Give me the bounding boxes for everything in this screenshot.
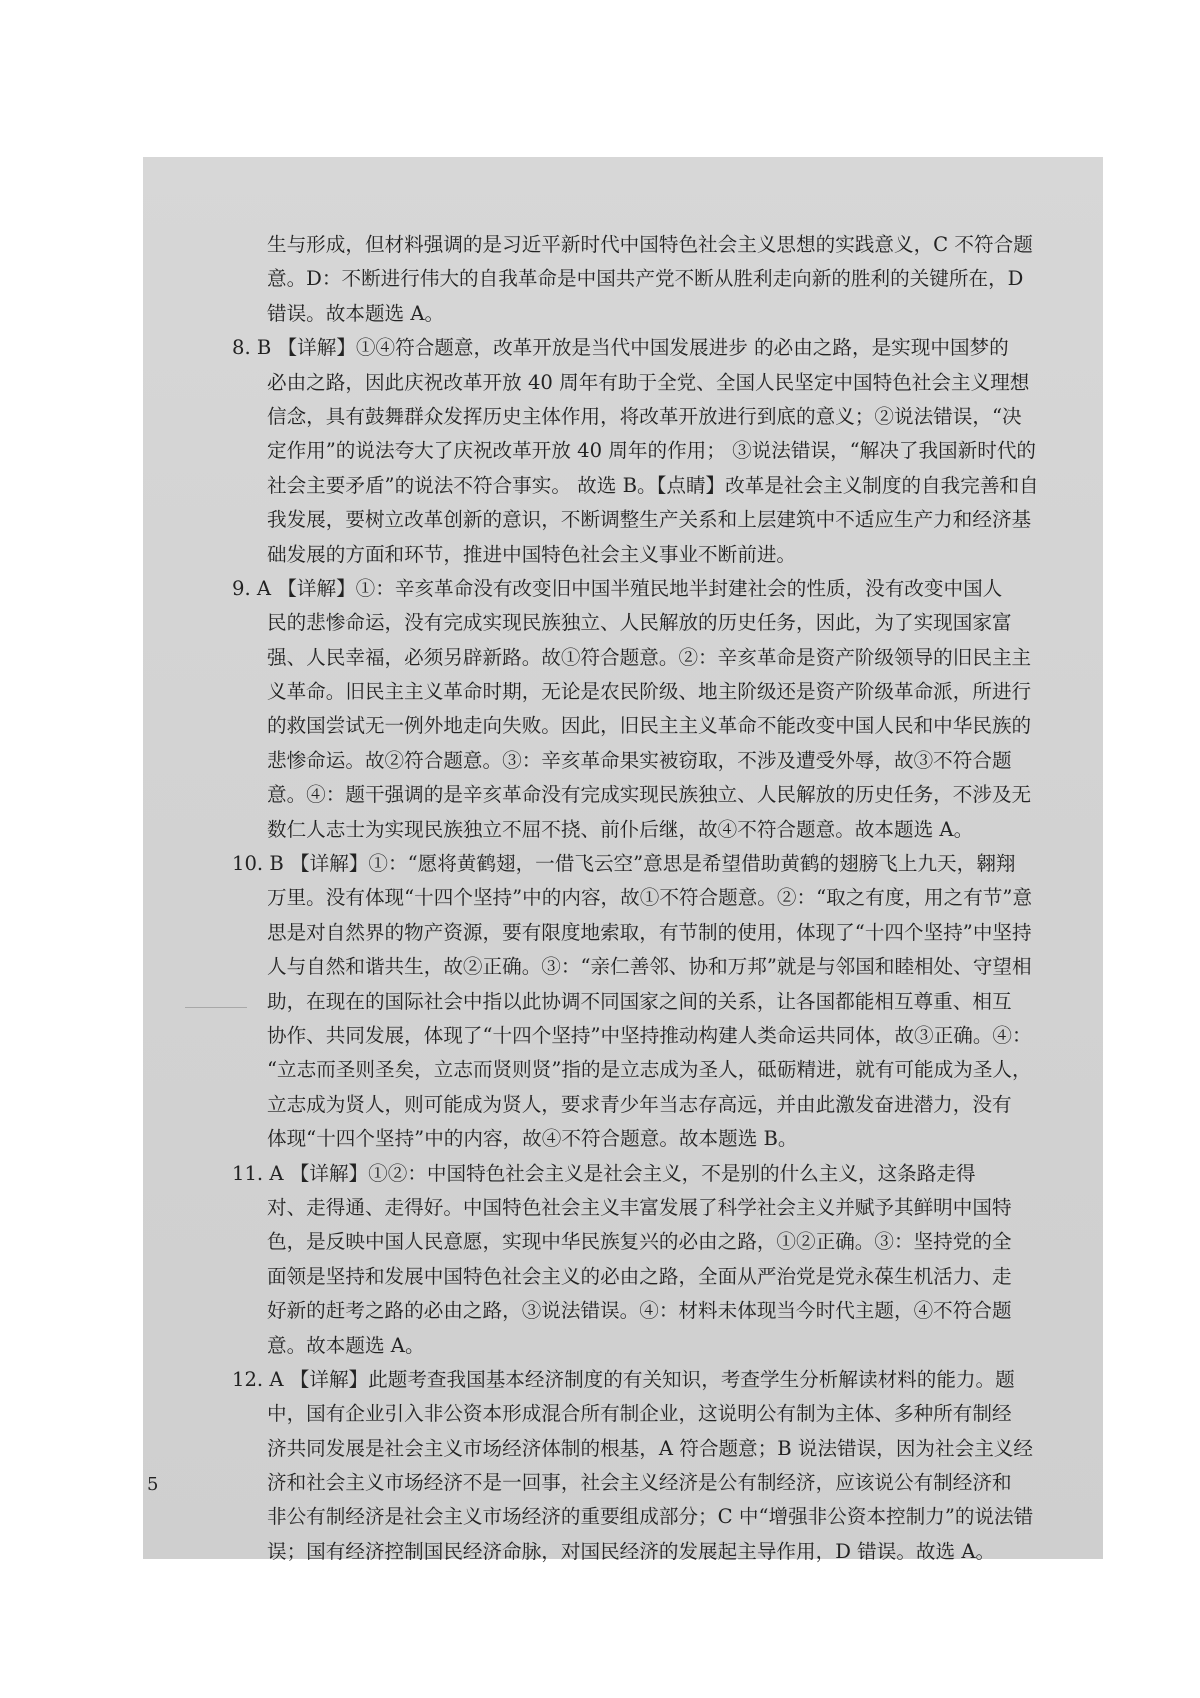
text-line: 万里。没有体现“十四个坚持”中的内容，故①不符合题意。②：“取之有度，用之有节”意 <box>267 886 1033 910</box>
text-line: 非公有制经济是社会主义市场经济的重要组成部分；C 中“增强非公资本控制力”的说法错 <box>267 1505 1034 1529</box>
text-line: 助，在现在的国际社会中指以此协调不同国家之间的关系，让各国都能相互尊重、相互 <box>267 989 1012 1013</box>
text-line: 好新的赶考之路的必由之路，③说法错误。④：材料未体现当今时代主题，④不符合题 <box>267 1299 1012 1323</box>
text-line: 色，是反映中国人民意愿，实现中华民族复兴的必由之路，①②正确。③：坚持党的全 <box>267 1230 1012 1254</box>
text-line: 意。④：题干强调的是辛亥革命没有完成实现民族独立、人民解放的历史任务，不涉及无 <box>267 783 1032 807</box>
answer-12-first-line: 12. A 【详解】此题考查我国基本经济制度的有关知识，考查学生分析解读材料的能力。题 <box>232 1367 1015 1391</box>
text-line: 立志成为贤人，则可能成为贤人，要求青少年当志存高远，并由此激发奋进潜力，没有 <box>267 1092 1012 1116</box>
text-line: 社会主要矛盾”的说法不符合事实。 故选 B。【点睛】改革是社会主义制度的自我完善和自 <box>267 473 1039 497</box>
text-line: 错误。故本题选 A。 <box>267 301 445 325</box>
text-line: 义革命。旧民主主义革命时期，无论是农民阶级、地主阶级还是资产阶级革命派，所进行 <box>267 680 1032 704</box>
text-line: 意。D：不断进行伟大的自我革命是中国共产党不断从胜利走向新的胜利的关键所在，D <box>267 267 1024 291</box>
answer-9-first-line: 9. A 【详解】①：辛亥革命没有改变旧中国半殖民地半封建社会的性质，没有改变中国人 <box>232 576 1003 600</box>
text-line: 意。故本题选 A。 <box>267 1333 425 1357</box>
answer-11-first-line: 11. A 【详解】①②：中国特色社会主义是社会主义，不是别的什么主义，这条路走得 <box>232 1161 976 1185</box>
text-line: 误；国有经济控制国民经济命脉，对国民经济的发展起主导作用，D 错误。故选 A。 <box>267 1539 996 1563</box>
text-line: 人与自然和谐共生，故②正确。③：“亲仁善邻、协和万邦”就是与邻国和睦相处、守望相 <box>267 955 1032 979</box>
text-line: 协作、共同发展，体现了“十四个坚持”中坚持推动构建人类命运共同体，故③正确。④： <box>267 1023 1032 1047</box>
text-line: 础发展的方面和环节，推进中国特色社会主义事业不断前进。 <box>267 542 797 566</box>
text-line: 必由之路，因此庆祝改革开放 40 周年有助于全党、全国人民坚定中国特色社会主义理想 <box>267 370 1030 394</box>
answer-11 <box>232 1157 1032 1363</box>
answer-10-first-line: 10. B 【详解】①：“愿将黄鹤翅，一借飞云空”意思是希望借助黄鹤的翅膀飞上九天，翱翔 <box>232 852 1016 876</box>
text-line: 对、走得通、走得好。中国特色社会主义丰富发展了科学社会主义并赋予其鲜明中国特 <box>267 1195 1012 1219</box>
answer-9 <box>232 572 1032 847</box>
continuation-block <box>232 228 1032 331</box>
answer-12 <box>232 1363 1032 1569</box>
answer-10 <box>232 847 1032 1157</box>
text-line: 定作用”的说法夸大了庆祝改革开放 40 周年的作用； ③说法错误，“解决了我国新时代的 <box>267 439 1037 463</box>
answer-8-first-line: 8. B 【详解】①④符合题意，改革开放是当代中国发展进步 的必由之路，是实现中国梦的 <box>232 336 1009 360</box>
text-line: 数仁人志士为实现民族独立不屈不挠、前仆后继，故④不符合题意。故本题选 A。 <box>267 817 974 841</box>
text-line: 我发展，要树立改革创新的意识，不断调整生产关系和上层建筑中不适应生产力和经济基 <box>267 508 1032 532</box>
text-line: 的救国尝试无一例外地走向失败。因此，旧民主主义革命不能改变中国人民和中华民族的 <box>267 714 1032 738</box>
text-line: 中，国有企业引入非公资本形成混合所有制企业，这说明公有制为主体、多种所有制经 <box>267 1402 1012 1426</box>
text-line: “立志而圣则圣矣，立志而贤则贤”指的是立志成为圣人，砥砺精进，就有可能成为圣人， <box>267 1058 1032 1082</box>
text-line: 悲惨命运。故②符合题意。③：辛亥革命果实被窃取，不涉及遭受外辱，故③不符合题 <box>267 748 1012 772</box>
answer-text <box>232 228 1039 1569</box>
text-line: 信念，具有鼓舞群众发挥历史主体作用，将改革开放进行到底的意义；②说法错误，“决 <box>267 404 1022 428</box>
text-line: 面领是坚持和发展中国特色社会主义的必由之路，全面从严治党是党永葆生机活力、走 <box>267 1264 1012 1288</box>
text-line: 民的悲惨命运，没有完成实现民族独立、人民解放的历史任务，因此，为了实现国家富 <box>267 611 1012 635</box>
text-line: 思是对自然界的物产资源，要有限度地索取，有节制的使用，体现了“十四个坚持”中坚持 <box>267 920 1032 944</box>
text-line: 强、人民幸福，必须另辟新路。故①符合题意。②：辛亥革命是资产阶级领导的旧民主主 <box>267 645 1032 669</box>
text-line: 济共同发展是社会主义市场经济体制的根基，A 符合题意；B 说法错误，因为社会主义经 <box>267 1436 1033 1460</box>
answer-8 <box>232 331 1039 572</box>
text-line: 体现“十四个坚持”中的内容，故④不符合题意。故本题选 B。 <box>267 1127 798 1151</box>
text-line: 生与形成，但材料强调的是习近平新时代中国特色社会主义思想的实践意义，C 不符合题 <box>267 233 1033 256</box>
text-line: 济和社会主义市场经济不是一回事，社会主义经济是公有制经济，应该说公有制经济和 <box>267 1471 1012 1495</box>
page-number: 5 <box>147 1474 159 1495</box>
